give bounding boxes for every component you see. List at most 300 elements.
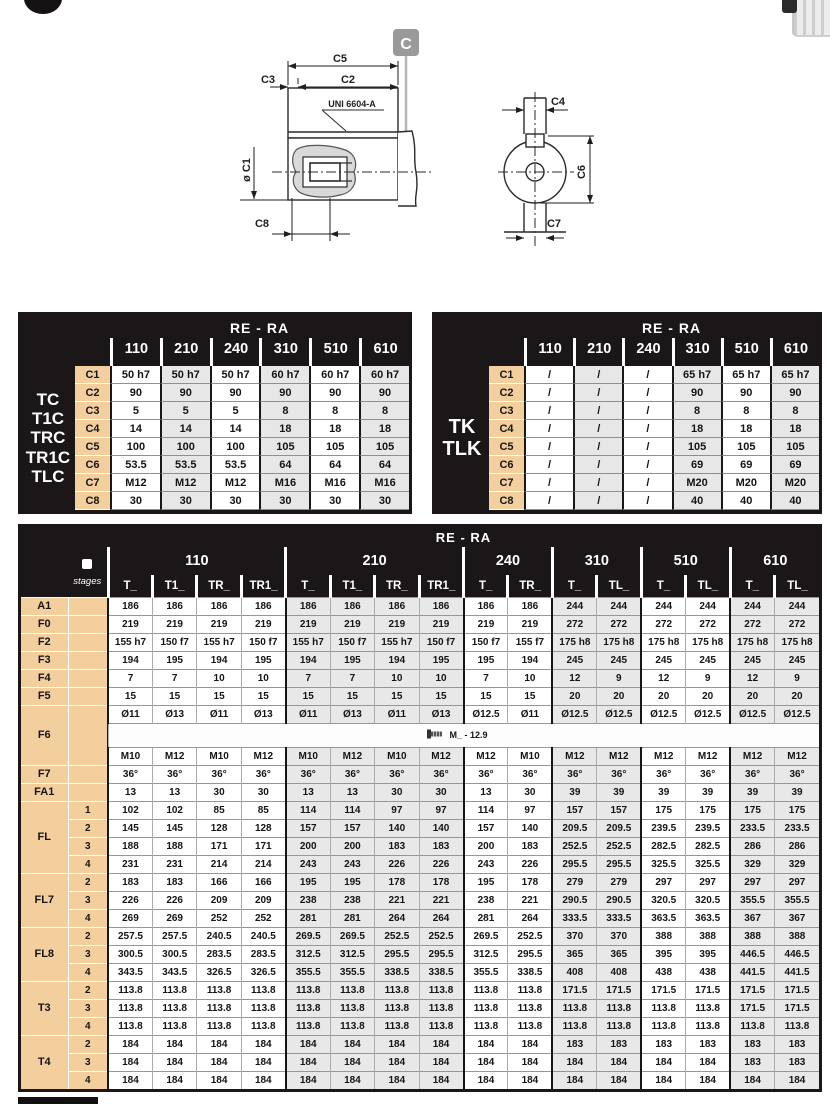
cell: Ø12.5 [686,705,730,723]
row-label: C8 [489,492,524,510]
table-row [75,474,409,492]
cell: 183 [775,1053,819,1071]
table-row [21,669,819,687]
cell: 290.5 [597,891,641,909]
cell: Ø12.5 [464,705,508,723]
table-row [489,402,819,420]
cell: Ø12.5 [597,705,641,723]
cell: M12 [419,747,463,765]
row-label: C1 [75,366,110,384]
cell: 128 [241,819,285,837]
cell: 446.5 [730,945,774,963]
cell: 279 [597,873,641,891]
cell: 113.8 [419,1017,463,1035]
cell: 15 [330,687,374,705]
cell: 195 [330,873,374,891]
cell: 113.8 [375,1017,419,1035]
cell: 226 [152,891,196,909]
cell: 171.5 [597,981,641,999]
row-label: C4 [75,420,110,438]
cell: 15 [197,687,241,705]
cell: 10 [508,669,552,687]
model-name: TK [448,415,476,438]
cell: 194 [375,651,419,669]
cell: 184 [419,1035,463,1053]
cell: M16 [309,474,359,492]
table-row [489,492,819,510]
column-header: 210 [160,338,210,366]
cell: / [622,384,671,402]
cell: 171.5 [730,981,774,999]
stage-cell [68,687,108,705]
cell: 175 h8 [730,633,774,651]
cell: 8 [721,402,770,420]
cell: 388 [775,927,819,945]
cell: 30 [359,492,409,510]
cell: 231 [152,855,196,873]
cell: 8 [770,402,819,420]
table-row [21,819,819,837]
cell: 7 [108,669,152,687]
stage-cell: 3 [68,1053,108,1071]
cell: 243 [464,855,508,873]
cell: 312.5 [286,945,330,963]
cell: 100 [210,438,260,456]
table-row [489,474,819,492]
cell: 8 [309,402,359,420]
cell: 113.8 [686,999,730,1017]
table-row [21,651,819,669]
cell: 36° [508,765,552,783]
bolt-note-text: M_ - 12.9 [449,730,488,740]
cell: 188 [108,837,152,855]
cell: 85 [241,801,285,819]
cell: 18 [672,420,721,438]
cell: 8 [259,402,309,420]
row-label: T4 [21,1035,68,1089]
cell: 200 [464,837,508,855]
column-header: 510 [721,338,770,366]
row-label: C2 [75,384,110,402]
corner-cell [21,547,68,597]
cell: 365 [552,945,596,963]
cell: 184 [464,1053,508,1071]
cell: 90 [721,384,770,402]
cell: / [622,420,671,438]
table-row [75,420,409,438]
cell: 239.5 [686,819,730,837]
cell: 194 [197,651,241,669]
dim-c3-c2 [270,78,398,87]
cell: 338.5 [375,963,419,981]
group-header: 310 [552,547,641,575]
cell: M12 [641,747,685,765]
cell: 184 [152,1071,196,1089]
cell: 195 [464,873,508,891]
cell: 272 [552,615,596,633]
cell: 64 [359,456,409,474]
cell: 30 [160,492,210,510]
cell: Ø12.5 [730,705,774,723]
table-row [75,384,409,402]
cell: 36° [464,765,508,783]
subcolumn-header: T_ [286,575,330,597]
cell: / [524,492,573,510]
dim-c4-label: C4 [550,96,566,108]
cell: 226 [508,855,552,873]
cell: 36° [641,765,685,783]
cell: 166 [197,873,241,891]
table-row [21,765,819,783]
cell: 221 [508,891,552,909]
cell: 238 [464,891,508,909]
row-label: C4 [489,420,524,438]
cell: 20 [730,687,774,705]
cell: 145 [152,819,196,837]
row-label: C3 [489,402,524,420]
cell: 18 [770,420,819,438]
cell: M10 [108,747,152,765]
cell: 281 [286,909,330,927]
cell: 113.8 [241,999,285,1017]
cell: 171.5 [775,981,819,999]
cell: 272 [775,615,819,633]
cell: 355.5 [330,963,374,981]
cell: 200 [286,837,330,855]
cell: 363.5 [641,909,685,927]
cell: 10 [197,669,241,687]
row-label: C6 [75,456,110,474]
cell: 5 [160,402,210,420]
cell: 64 [259,456,309,474]
cell: 244 [686,597,730,615]
table-row [21,1071,819,1089]
cell: 157 [597,801,641,819]
cell: M12 [597,747,641,765]
cell: Ø12.5 [775,705,819,723]
column-header: 610 [770,338,819,366]
cell: 338.5 [508,963,552,981]
subcolumn-header: TR_ [375,575,419,597]
cell: 113.8 [686,1017,730,1035]
cell: 18 [309,420,359,438]
cell: 113.8 [597,999,641,1017]
stage-cell [68,705,108,765]
cell: 184 [286,1035,330,1053]
cell: 90 [160,384,210,402]
cell: 171.5 [641,981,685,999]
cell: 282.5 [686,837,730,855]
cell: 194 [108,651,152,669]
cell: 226 [108,891,152,909]
cell: 329 [775,855,819,873]
cell: 30 [309,492,359,510]
cell: 113.8 [419,981,463,999]
cell: 219 [464,615,508,633]
cell: 395 [641,945,685,963]
cell: 408 [552,963,596,981]
title-row [21,527,819,547]
cell: 355.5 [464,963,508,981]
cell: 408 [597,963,641,981]
cell: 155 h7 [375,633,419,651]
cell: 283.5 [197,945,241,963]
bolt-icon [427,729,442,741]
cell: M20 [770,474,819,492]
cell: 183 [597,1035,641,1053]
cell: 15 [375,687,419,705]
cell: 186 [330,597,374,615]
cell: 39 [775,783,819,801]
stage-cell: 3 [68,891,108,909]
cell: 184 [375,1035,419,1053]
cell: 269 [152,909,196,927]
column-header-row [110,338,409,366]
cell: / [622,438,671,456]
cell: 36° [286,765,330,783]
cell: 36° [419,765,463,783]
subcolumn-header: TR1_ [419,575,463,597]
cell: 184 [375,1071,419,1089]
cell: 297 [730,873,774,891]
bolt-note-cell [108,723,819,747]
cell: 90 [770,384,819,402]
cell: 186 [419,597,463,615]
row-label: F4 [21,669,68,687]
cell: 105 [309,438,359,456]
row-label: F6 [21,705,68,765]
table-row [489,384,819,402]
stage-cell: 2 [68,1035,108,1053]
cell: / [622,474,671,492]
cell: 244 [597,597,641,615]
cell: 186 [286,597,330,615]
table-row [21,615,819,633]
cell: 333.5 [552,909,596,927]
column-header: 310 [672,338,721,366]
cell: 184 [241,1053,285,1071]
table-row [21,1017,819,1035]
cell: 233.5 [730,819,774,837]
table-row [21,963,819,981]
cell: 245 [552,651,596,669]
row-label: F7 [21,765,68,783]
cell: / [573,492,622,510]
stage-cell [68,633,108,651]
table-row [489,438,819,456]
table-row [21,801,819,819]
column-header: 510 [309,338,359,366]
cell: 175 [775,801,819,819]
cell: 7 [286,669,330,687]
cell: 214 [197,855,241,873]
cell: 40 [672,492,721,510]
subcolumn-header: T_ [641,575,685,597]
cell: 209.5 [597,819,641,837]
cell: 171.5 [552,981,596,999]
cell: Ø13 [419,705,463,723]
cell: 50 h7 [110,366,160,384]
row-label: FA1 [21,783,68,801]
cell: 175 h8 [775,633,819,651]
cell: 438 [641,963,685,981]
cell: / [524,456,573,474]
cell: 113.8 [108,1017,152,1035]
cell: 105 [770,438,819,456]
cell: 12 [641,669,685,687]
cell: 113.8 [552,999,596,1017]
cell: 184 [464,1035,508,1053]
table-row [21,687,819,705]
cell: 264 [508,909,552,927]
cell: 219 [152,615,196,633]
cell: 90 [672,384,721,402]
row-label: A1 [21,597,68,615]
table-row [75,492,409,510]
cell: 184 [152,1035,196,1053]
cell: 184 [508,1035,552,1053]
cell: 90 [110,384,160,402]
cell: 30 [210,492,260,510]
cell: 238 [330,891,374,909]
cell: 184 [197,1053,241,1071]
main-table [21,527,819,1089]
cell: 155 h7 [197,633,241,651]
cell: 388 [641,927,685,945]
dimension-drawings [0,0,830,300]
cell: Ø11 [375,705,419,723]
table-row [21,783,819,801]
cell: 166 [241,873,285,891]
cell: / [573,384,622,402]
cell: 295.5 [597,855,641,873]
cell: 221 [419,891,463,909]
cell: 113.8 [508,1017,552,1035]
cell: 113.8 [108,981,152,999]
cell: 140 [375,819,419,837]
cell: 295.5 [508,945,552,963]
subcolumn-header: T_ [464,575,508,597]
stage-cell: 2 [68,927,108,945]
cell: 300.5 [108,945,152,963]
cell: / [573,456,622,474]
cell: 209 [241,891,285,909]
cell: 269.5 [286,927,330,945]
cell: 113.8 [197,981,241,999]
cell: 113.8 [641,1017,685,1035]
cell: 36° [197,765,241,783]
dim-c7-label: C7 [546,218,562,230]
cell: 40 [770,492,819,510]
stage-cell [68,783,108,801]
cell: 40 [721,492,770,510]
dim-c8-label: C8 [254,218,270,230]
model-name: TLC [31,466,65,486]
cell: 272 [730,615,774,633]
cell: 184 [286,1071,330,1089]
cell: 184 [197,1071,241,1089]
stage-cell: 3 [68,999,108,1017]
cell: Ø11 [508,705,552,723]
cell: 90 [259,384,309,402]
cell: 36° [330,765,374,783]
cell: 36° [375,765,419,783]
cell: 183 [775,1035,819,1053]
cell: Ø13 [241,705,285,723]
cell: 355.5 [775,891,819,909]
cell: 183 [152,873,196,891]
cell: 195 [330,651,374,669]
cell: 245 [641,651,685,669]
footer-bar [18,1097,98,1104]
table-row [75,456,409,474]
model-name: TR1C [25,447,71,467]
table-body [21,366,409,510]
cell: 186 [464,597,508,615]
cell: 257.5 [108,927,152,945]
stage-cell: 3 [68,837,108,855]
cell: M12 [241,747,285,765]
subcolumn-header: TL_ [597,575,641,597]
cell: 239.5 [641,819,685,837]
cell: 183 [552,1035,596,1053]
cell: 184 [375,1053,419,1071]
cell: 113.8 [330,999,374,1017]
subcolumn-header: T1_ [330,575,374,597]
table-row [489,366,819,384]
cell: 113.8 [730,1017,774,1035]
cell: 36° [597,765,641,783]
cell: 39 [730,783,774,801]
dim-c1-label: ø C1 [241,158,253,182]
cell: Ø12.5 [552,705,596,723]
column-header: 240 [622,338,671,366]
model-name: TLK [442,438,482,460]
cell: 194 [286,651,330,669]
cell: 388 [686,927,730,945]
cell: 102 [108,801,152,819]
cell: 244 [730,597,774,615]
table-row [21,633,819,651]
table-title: RE - RA [229,320,290,336]
cell: 245 [775,651,819,669]
cell: 231 [108,855,152,873]
stage-cell [68,651,108,669]
cell: 150 f7 [241,633,285,651]
cell: 150 f7 [464,633,508,651]
row-label: FL8 [21,927,68,981]
cell: 219 [375,615,419,633]
cell: 18 [359,420,409,438]
c-badge-label: C [400,36,412,53]
row-label: C6 [489,456,524,474]
bolt-note [427,729,820,741]
main-dimension-table [18,524,822,1092]
cell: 113.8 [552,1017,596,1035]
svg-text:UNI 6604-A: UNI 6604-A [328,99,376,109]
cell: 388 [730,927,774,945]
cell: 105 [672,438,721,456]
dim-c2-label: C2 [340,74,356,86]
cell: 90 [309,384,359,402]
cell: 219 [197,615,241,633]
cell: 30 [508,783,552,801]
row-label: C7 [489,474,524,492]
cell: 171.5 [775,999,819,1017]
cell: 269 [108,909,152,927]
cell: 113.8 [330,981,374,999]
cell: 184 [286,1053,330,1071]
